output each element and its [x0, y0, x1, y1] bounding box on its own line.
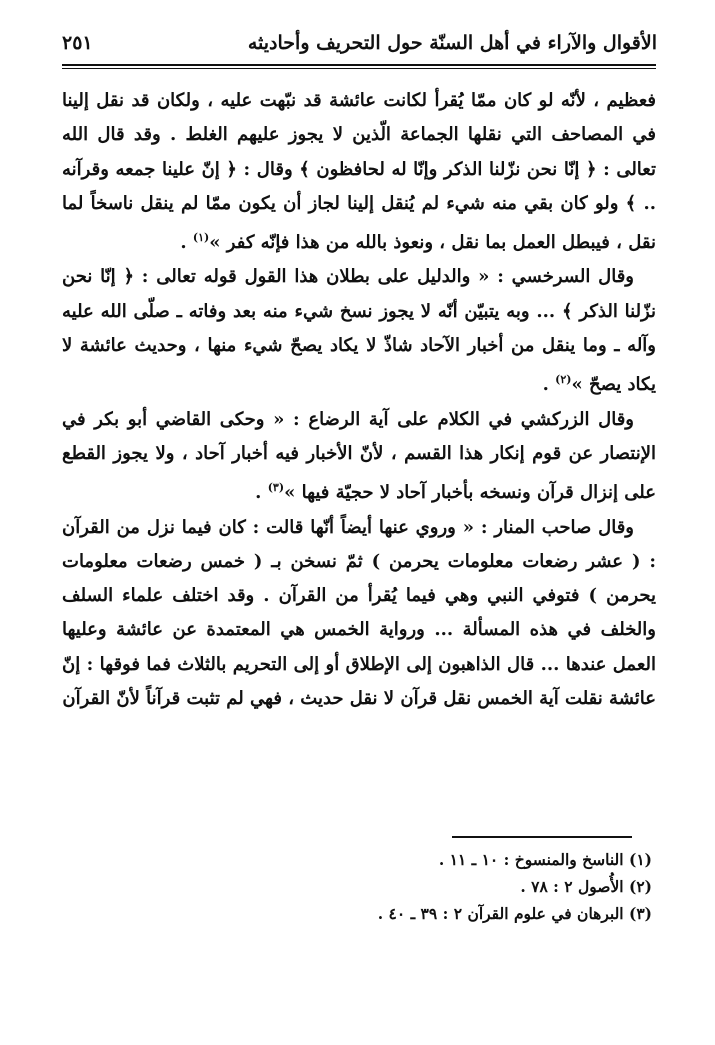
- paragraph-2: [62, 260, 656, 402]
- header-title: الأقوال والآراء في أهل السنّة حول التحريف وأحاديثه: [247, 32, 657, 54]
- footnotes: [62, 846, 652, 927]
- running-header: [62, 28, 657, 62]
- paragraph-1-tail: .: [180, 232, 193, 254]
- paragraph-2-text: وقال السرخسي : « والدليل على بطلان هذا القول قوله تعالى : ﴿ إنّا نحن نزّلنا الذكر ﴾ ... وبه يتبيّن أنّه لا يجوز نسخ شيء منه بعد وفاته ـ صلّى الله عليه وآله ـ وما ينقل من أخبار الآحاد شاذّ لا يكاد يصحّ شيء منها ، وحديث عائشة لا يكاد يصحّ »: [62, 266, 656, 396]
- footnote-ref-1: (١): [192, 231, 210, 245]
- footnote-1: (١) الناسخ والمنسوخ : ١٠ ـ ١١ .: [438, 850, 652, 869]
- header-rule-thin: [62, 68, 656, 69]
- footnote-3: (٣) البرهان في علوم القرآن ٢ : ٣٩ ـ ٤٠ .: [377, 904, 652, 923]
- header-rule-thick: [62, 64, 656, 66]
- main-text: [62, 84, 656, 716]
- footnote-separator: [452, 836, 632, 838]
- paragraph-1: [62, 84, 656, 260]
- paragraph-4-text: وقال صاحب المنار : « وروي عنها أيضاً أنّها قالت : كان فيما نزل من القرآن : ( عشر رضعات معلومات يحرمن ) ثمّ نسخن بـ ( خمس رضعات معلومات يحرمن ) فتوفي النبي وهي فيما يُقرأ من القرآن . وقد اختلف علماء السلف والخلف في هذه المسألة ... ورواية الخمس هي المعتمدة عن عائشة وعليها العمل عندها ... قال الذاهبون إلى الإطلاق أو إلى التحريم بالثلاث فما فوقها : إنّ عائشة نقلت آية الخمس نقل قرآن لا نقل حديث ، فهي لم تثبت قرآناً لأنّ القرآن: [62, 516, 656, 710]
- footnote-2: (٢) الأُصول ٢ : ٧٨ .: [520, 877, 652, 896]
- footnote-ref-2: (٢): [555, 373, 572, 387]
- footnote-ref-3: (٣): [267, 481, 285, 495]
- paragraph-1-text: فعظيم ، لأنّه لو كان ممّا يُقرأ لكانت عائشة قد نبّهت عليه ، ولكان قد نقل إلينا في المصاحف التي نقلها الجماعة الّذين لا يجوز عليهم الغلط . وقد قال الله تعالى : ﴿ إنّا نحن نزّلنا الذكر وإنّا له لحافظون ﴾ وقال : ﴿ إنّ علينا جمعه وقرآنه .. ﴾ ولو كان بقي منه شيء لم يُنقل إلينا لجاز أن يكون ممّا لم ينقل ناسخاً لما نقل ، فيبطل العمل بما نقل ، ونعوذ بالله من هذا فإنّه كفر »: [62, 90, 656, 254]
- paragraph-2-tail: .: [542, 374, 556, 396]
- paragraph-3: [62, 403, 656, 511]
- paragraph-4: [62, 511, 656, 717]
- paragraph-3-tail: .: [255, 482, 268, 504]
- paragraph-3-text: وقال الزركشي في الكلام على آية الرضاع : « وحكى القاضي أبو بكر في الإنتصار عن قوم إنكار هذا القسم ، لأنّ الأخبار فيه أخبار آحاد ، ولا يجوز القطع على إنزال قرآن ونسخه بأخبار آحاد لا حجيّة فيها »: [62, 408, 656, 504]
- page-number: ٢٥١: [62, 32, 93, 54]
